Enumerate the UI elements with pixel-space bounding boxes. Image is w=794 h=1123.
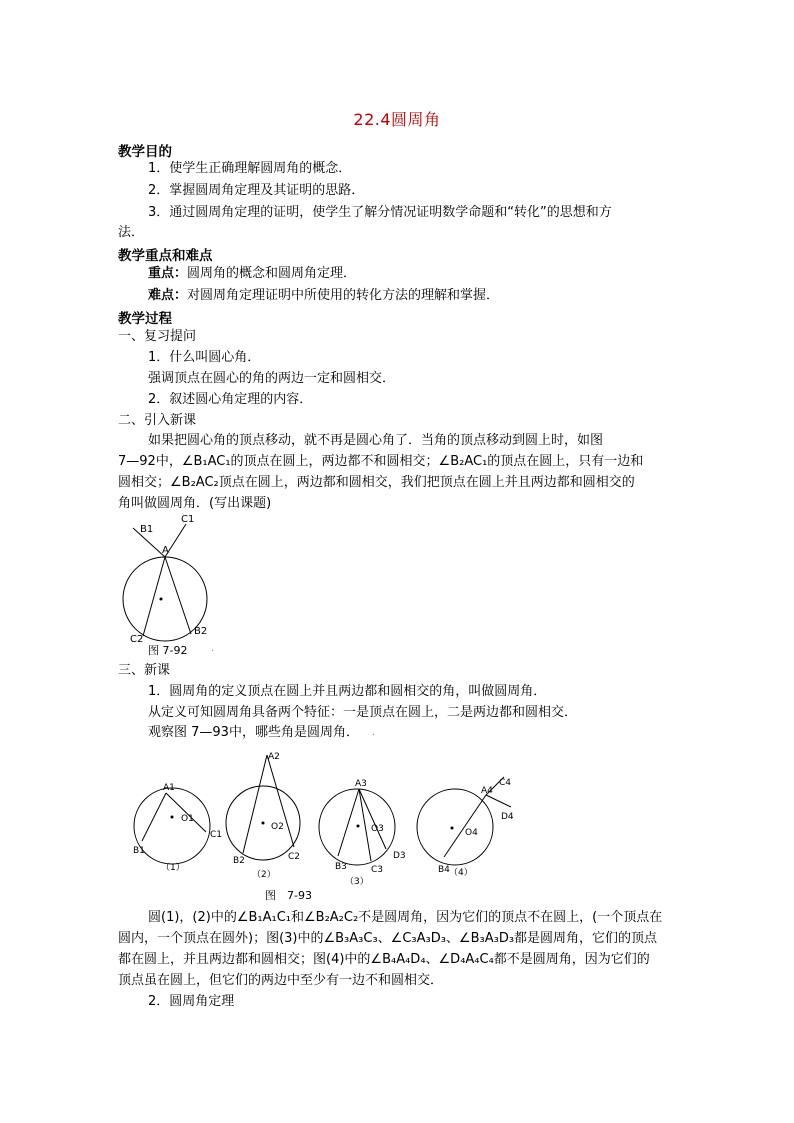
difficulty-text: 对圆周角定理证明中所使用的转化方法的理解和掌握． <box>187 288 500 303</box>
label-c2: C2 <box>130 634 144 645</box>
key-point-text: 圆周角的概念和圆周角定理． <box>187 266 357 281</box>
observation-line: 都在圆上，并且两边都和圆相交；图(4)中的∠B₄A₄D₄、∠D₄A₄C₄都不是圆周角，因为它们的 <box>118 952 650 967</box>
observation-line: 圆(1)，(2)中的∠B₁A₁C₁和∠B₂A₂C₂不是圆周角，因为它们的顶点不在圆上，(一个顶点在 <box>148 910 663 925</box>
subsection-review: 一、复习提问 <box>118 329 197 344</box>
subfigure-2 <box>226 752 300 880</box>
chord-ac2 <box>143 557 165 636</box>
label-o1: O1 <box>181 814 194 824</box>
label-a3: A3 <box>355 779 367 789</box>
stray-mark: · <box>211 646 215 657</box>
objective-item: 1．使学生正确理解圆周角的概念． <box>148 161 352 176</box>
subfigure-label-3: （3） <box>345 877 369 887</box>
label-c1: C1 <box>210 830 223 840</box>
observation-line: 圆内，一个顶点在圆外)；图(3)中的∠B₃A₃C₃、∠C₃A₃D₃、∠B₃A₃D₃都是圆周角，它们的顶点 <box>118 931 658 946</box>
new-line: 1．圆周角的定义顶点在圆上并且两边都和圆相交的角，叫做圆周角． <box>148 684 547 699</box>
label-d4: D4 <box>501 812 514 822</box>
subfigure-4 <box>417 777 514 878</box>
subfigure-label-1: （1） <box>161 863 185 873</box>
label-c4: C4 <box>499 778 512 788</box>
intro-line: 角叫做圆周角．(写出课题) <box>118 496 272 511</box>
label-b1: B1 <box>140 524 154 535</box>
key-point-line <box>148 265 356 283</box>
stray-mark: · <box>372 730 376 741</box>
difficulty-label: 难点： <box>148 288 188 303</box>
difficulty-line <box>148 287 499 305</box>
label-c1: C1 <box>181 514 195 525</box>
new-line: 观察图 7—93中，哪些角是圆周角． <box>148 725 359 740</box>
subsection-intro: 二、引入新课 <box>118 413 197 428</box>
chord-ab2 <box>165 557 191 634</box>
label-c3: C3 <box>371 865 384 875</box>
label-o4: O4 <box>465 828 478 838</box>
label-a: A <box>162 545 169 556</box>
label-b4: B4 <box>438 865 450 875</box>
label-b1: B1 <box>133 846 145 856</box>
label-a2: A2 <box>268 752 280 762</box>
subfigure-label-4: （4） <box>449 868 473 878</box>
figure-7-92 <box>118 512 228 662</box>
subsection-new: 三、新课 <box>118 663 171 678</box>
subfigure-label-2: （2） <box>252 870 276 880</box>
label-o2: O2 <box>271 822 284 832</box>
label-a1: A1 <box>163 783 175 793</box>
figure-7-93 <box>118 745 558 905</box>
label-c2: C2 <box>288 852 301 862</box>
subfigure-3 <box>319 779 406 887</box>
figure-caption: 图 7-92 <box>148 644 188 657</box>
label-b2: B2 <box>233 856 245 866</box>
subfigure-1 <box>133 783 222 873</box>
label-b2: B2 <box>194 626 208 637</box>
section-heading-key-points: 教学重点和难点 <box>118 248 213 264</box>
figure-caption: 图 7-93 <box>265 889 312 902</box>
objective-item: 3．通过圆周角定理的证明，使学生了解分情况证明数学命题和“转化”的思想和方 <box>148 205 612 220</box>
label-d3: D3 <box>393 851 406 861</box>
observation-line: 顶点虽在圆上，但它们的两边中至少有一边不和圆相交． <box>118 973 444 988</box>
new-line: 从定义可知圆周角具备两个特征：一是顶点在圆上，二是两边都和圆相交． <box>148 705 578 720</box>
section-heading-objectives: 教学目的 <box>118 144 172 160</box>
label-o3: O3 <box>371 824 384 834</box>
review-item: 2．叙述圆心角定理的内容． <box>148 392 313 407</box>
center-dot <box>160 598 163 601</box>
label-a4: A4 <box>481 786 493 796</box>
intro-line: 如果把圆心角的顶点移动，就不再是圆心角了．当角的顶点移动到圆上时，如图 <box>148 433 604 448</box>
key-point-label: 重点： <box>148 266 188 281</box>
label-b3: B3 <box>335 862 347 872</box>
review-item: 1．什么叫圆心角． <box>148 350 261 365</box>
section-heading-process: 教学过程 <box>118 311 172 327</box>
intro-line: 圆相交；∠B₂AC₂顶点在圆上，两边都和圆相交，我们把顶点在圆上并且两边都和圆相交的 <box>118 475 635 490</box>
review-item: 强调顶点在圆心的角的两边一定和圆相交． <box>148 371 396 386</box>
intro-line: 7—92中，∠B₁AC₁的顶点在圆上，两边都不和圆相交；∠B₂AC₁的顶点在圆上，只有一边和 <box>118 454 644 469</box>
page-title: 22.4圆周角 <box>353 110 441 129</box>
objective-item: 2．掌握圆周角定理及其证明的思路． <box>148 183 365 198</box>
theorem-title: 2．圆周角定理 <box>148 994 235 1009</box>
objective-item: 法． <box>118 225 145 240</box>
